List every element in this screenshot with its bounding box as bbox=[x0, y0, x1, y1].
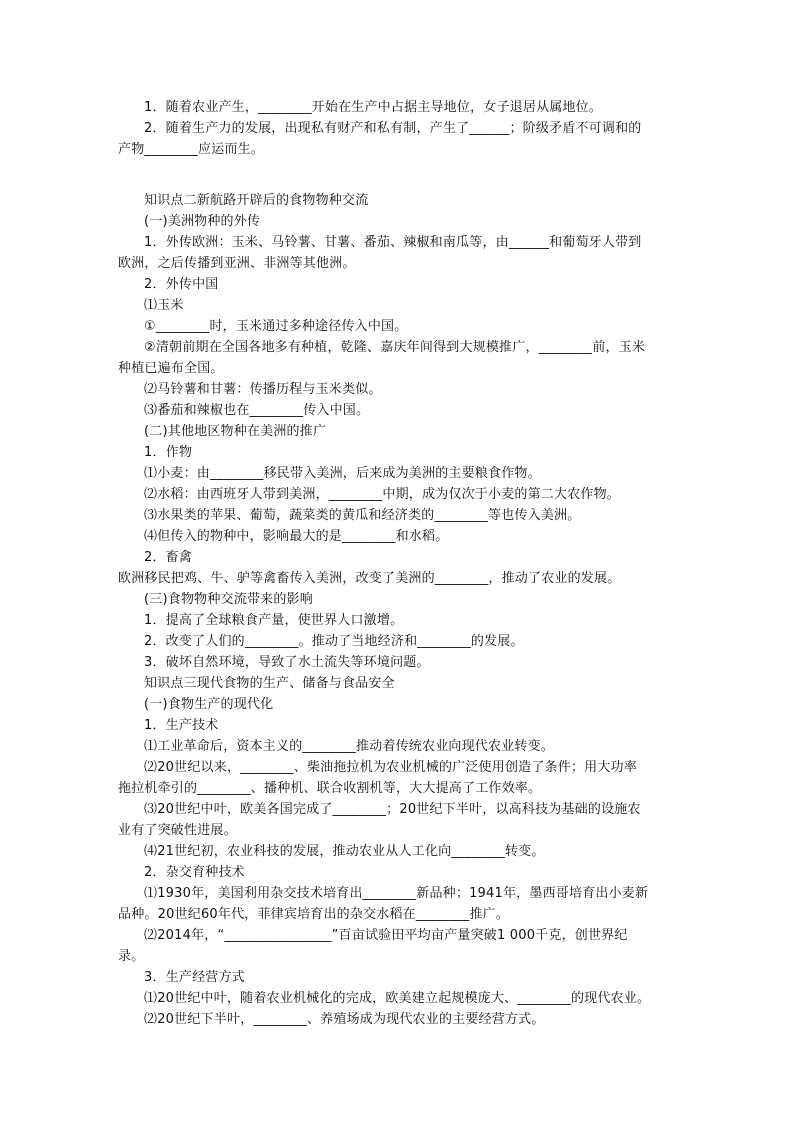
text-line: 2．外传中国 bbox=[144, 277, 219, 292]
section-heading: 知识点二新航路开辟后的食物物种交流 bbox=[144, 193, 369, 208]
text-line: 2．杂交育种技术 bbox=[144, 865, 245, 880]
section-heading: 知识点三现代食物的生产、储备与食品安全 bbox=[144, 676, 395, 691]
subsection-heading: (二)其他地区物种在美洲的推广 bbox=[144, 424, 327, 439]
text-line: ⑷但传入的物种中，影响最大的是________和水稻。 bbox=[144, 529, 449, 544]
text-line: ⑶水果类的苹果、葡萄，蔬菜类的黄瓜和经济类的________等也传入美洲。 bbox=[144, 508, 581, 523]
text-line: 产物________应运而生。 bbox=[118, 142, 265, 157]
text-line: ⑴1930年，美国利用杂交技术培育出________新品种；1941年，墨西哥培育出小麦新 bbox=[144, 886, 649, 901]
text-line: 品种。20世纪60年代，菲律宾培育出的杂交水稻在________推广。 bbox=[118, 907, 510, 922]
text-line: 1．作物 bbox=[144, 445, 193, 460]
text-line: ⑵20世纪下半叶，________、养殖场成为现代农业的主要经营方式。 bbox=[144, 1012, 545, 1027]
text-line: ⑶20世纪中叶，欧美各国完成了________；20世纪下半叶，以高科技为基础的设施农 bbox=[144, 802, 641, 817]
text-line: 录。 bbox=[118, 949, 145, 964]
text-line: 欧洲移民把鸡、牛、驴等禽畜传入美洲，改变了美洲的________，推动了农业的发展。 bbox=[118, 571, 621, 586]
paragraph-gap bbox=[118, 160, 680, 190]
text-line: ①________时，玉米通过多种途径传入中国。 bbox=[144, 319, 408, 334]
text-line: ②清朝前期在全国各地多有种植，乾隆、嘉庆年间得到大规模推广，________前，玉米 bbox=[144, 340, 646, 355]
subsection-heading: (三)食物物种交流带来的影响 bbox=[144, 592, 313, 607]
text-line: ⑴工业革命后，资本主义的________推动着传统农业向现代农业转变。 bbox=[144, 739, 555, 754]
document-page bbox=[118, 97, 680, 1030]
text-line: 业有了突破性进展。 bbox=[118, 823, 237, 838]
text-line: 1．随着农业产生，________开始在生产中占据主导地位，女子退居从属地位。 bbox=[144, 100, 603, 115]
text-line: 3．生产经营方式 bbox=[144, 970, 245, 985]
text-line: ⑴20世纪中叶，随着农业机械化的完成，欧美建立起规模庞大、________的现代农业。 bbox=[144, 991, 651, 1006]
text-line: ⑵20世纪以来，________、柴油拖拉机为农业机械的广泛使用创造了条件；用大功率 bbox=[144, 760, 637, 775]
text-line: ⑵2014年，“________________”百亩试验田平均亩产量突破1 000千克，创世界纪 bbox=[144, 928, 628, 943]
text-line: 2．改变了人们的________。推动了当地经济和________的发展。 bbox=[144, 634, 524, 649]
text-line: 2．畜禽 bbox=[144, 550, 193, 565]
text-line: 3．破坏自然环境，导致了水土流失等环境问题。 bbox=[144, 655, 430, 670]
subsection-heading: (一)美洲物种的外传 bbox=[144, 214, 261, 229]
text-line: 1．提高了全球粮食产量，使世界人口激增。 bbox=[144, 613, 404, 628]
text-line: 1．外传欧洲：玉米、马铃薯、甘薯、番茄、辣椒和南瓜等，由______和葡萄牙人带到 bbox=[144, 235, 642, 250]
text-line: ⑶番茄和辣椒也在________传入中国。 bbox=[144, 403, 370, 418]
text-line: ⑴玉米 bbox=[144, 298, 184, 313]
subsection-heading: (一)食物生产的现代化 bbox=[144, 697, 274, 712]
text-line: 2．随着生产力的发展，出现私有财产和私有制，产生了______；阶级矛盾不可调和的 bbox=[144, 121, 642, 136]
text-line: 种植已遍布全国。 bbox=[118, 361, 224, 376]
text-line: 1．生产技术 bbox=[144, 718, 219, 733]
text-line: ⑷21世纪初，农业科技的发展，推动农业从人工化向________转变。 bbox=[144, 844, 545, 859]
text-line: 拖拉机牵引的________、播种机、联合收割机等，大大提高了工作效率。 bbox=[118, 781, 542, 796]
text-line: ⑵水稻：由西班牙人带到美洲，________中期，成为仅次于小麦的第二大农作物。 bbox=[144, 487, 621, 502]
text-line: ⑴小麦：由________移民带入美洲，后来成为美洲的主要粮食作物。 bbox=[144, 466, 541, 481]
text-line: ⑵马铃薯和甘薯：传播历程与玉米类似。 bbox=[144, 382, 382, 397]
text-line: 欧洲，之后传播到亚洲、非洲等其他洲。 bbox=[118, 256, 356, 271]
